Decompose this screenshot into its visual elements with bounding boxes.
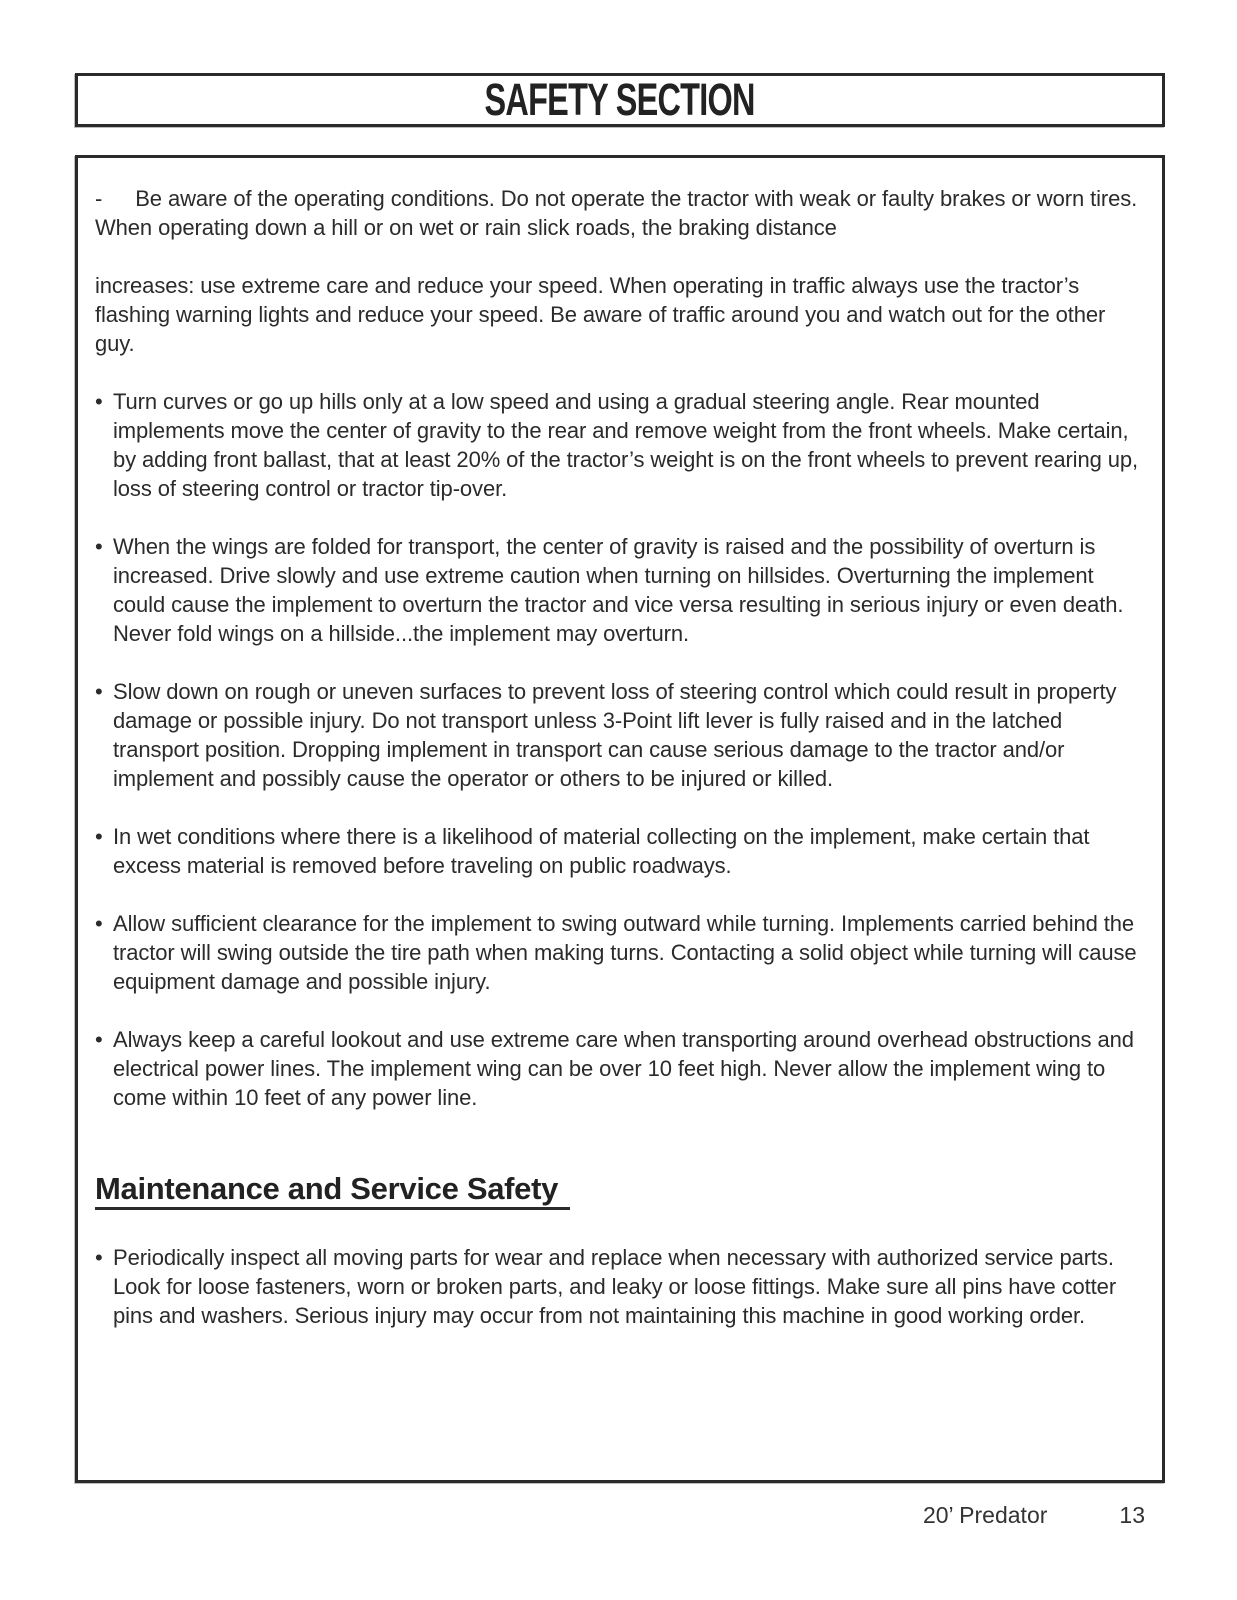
paragraph-braking-distance	[95, 271, 1140, 358]
list-item	[95, 387, 1140, 503]
transport-safety-bullet-list	[95, 387, 1140, 1112]
page-title: SAFETY SECTION	[484, 74, 756, 125]
paragraph-text: increases: use extreme care and reduce your speed. When operating in traffic always use the tractor’s flashing warning lights and reduce your speed. Be aware of traffic around you and watch out for the other guy.	[95, 273, 1106, 356]
footer-page-number: 13	[1119, 1502, 1145, 1528]
bullet-icon: •	[95, 824, 103, 849]
maintenance-service-safety-heading: Maintenance and Service Safety	[95, 1174, 570, 1210]
bullet-icon: •	[95, 911, 103, 936]
bullet-icon: •	[95, 1027, 103, 1052]
list-item	[95, 1243, 1140, 1330]
bullet-icon: •	[95, 534, 103, 559]
list-item	[95, 1025, 1140, 1112]
bullet-text: Allow sufficient clearance for the implement to swing outward while turning. Implements carried behind the tractor will swing outside the tire path when making turns. Contacting a solid object while turning will cause equipment damage and possible injury.	[113, 911, 1137, 994]
dash-marker: -	[95, 186, 103, 211]
footer-model-name: 20’ Predator	[922, 1502, 1048, 1528]
bullet-text: Always keep a careful lookout and use extreme care when transporting around overhead obstructions and electrical power lines. The implement wing can be over 10 feet high. Never allow the implement wing to come within 10 feet of any power line.	[113, 1027, 1134, 1110]
bullet-text: Turn curves or go up hills only at a low speed and using a gradual steering angle. Rear mounted implements move the center of gravity to the rear and remove weight from the front wheels. Make certain, by adding front ballast, that at least 20% of the tractor’s weight is on the front wheels to prevent rearing up, loss of steering control or tractor tip-over.	[113, 389, 1139, 501]
bullet-icon: •	[95, 679, 103, 704]
safety-content-box	[75, 155, 1165, 1483]
page-footer	[923, 1502, 1145, 1529]
bullet-icon: •	[95, 389, 103, 414]
list-item	[95, 909, 1140, 996]
section-heading-wrap	[95, 1171, 1140, 1210]
bullet-text: Periodically inspect all moving parts for wear and replace when necessary with authorized service parts. Look for loose fasteners, worn or broken parts, and leaky or loose fittings. Make sure all pins have cotter pins and washers. Serious injury may occur from not maintaining this machine in good working order.	[113, 1245, 1117, 1328]
list-item	[95, 532, 1140, 648]
section-title-box	[75, 73, 1165, 127]
list-item	[95, 822, 1140, 880]
bullet-text: Slow down on rough or uneven surfaces to prevent loss of steering control which could result in property damage or possible injury. Do not transport unless 3-Point lift lever is fully raised and in the latched transport position. Dropping implement in transport can cause serious damage to the tractor and/or implement and possibly cause the operator or others to be injured or killed.	[113, 679, 1117, 791]
maintenance-safety-bullet-list	[95, 1243, 1140, 1330]
bullet-icon: •	[95, 1245, 103, 1270]
paragraph-text: Be aware of the operating conditions. Do not operate the tractor with weak or faulty brakes or worn tires. When operating down a hill or on wet or rain slick roads, the braking distance	[95, 186, 1138, 240]
bullet-text: In wet conditions where there is a likelihood of material collecting on the implement, make certain that excess material is removed before traveling on public roadways.	[113, 824, 1090, 878]
bullet-text: When the wings are folded for transport, the center of gravity is raised and the possibility of overturn is increased. Drive slowly and use extreme caution when turning on hillsides. Overturning the implement could cause the implement to overturn the tractor and vice versa resulting in serious injury or even death. Never fold wings on a hillside...the implement may overturn.	[113, 534, 1124, 646]
paragraph-operating-conditions	[95, 184, 1140, 242]
list-item	[95, 677, 1140, 793]
